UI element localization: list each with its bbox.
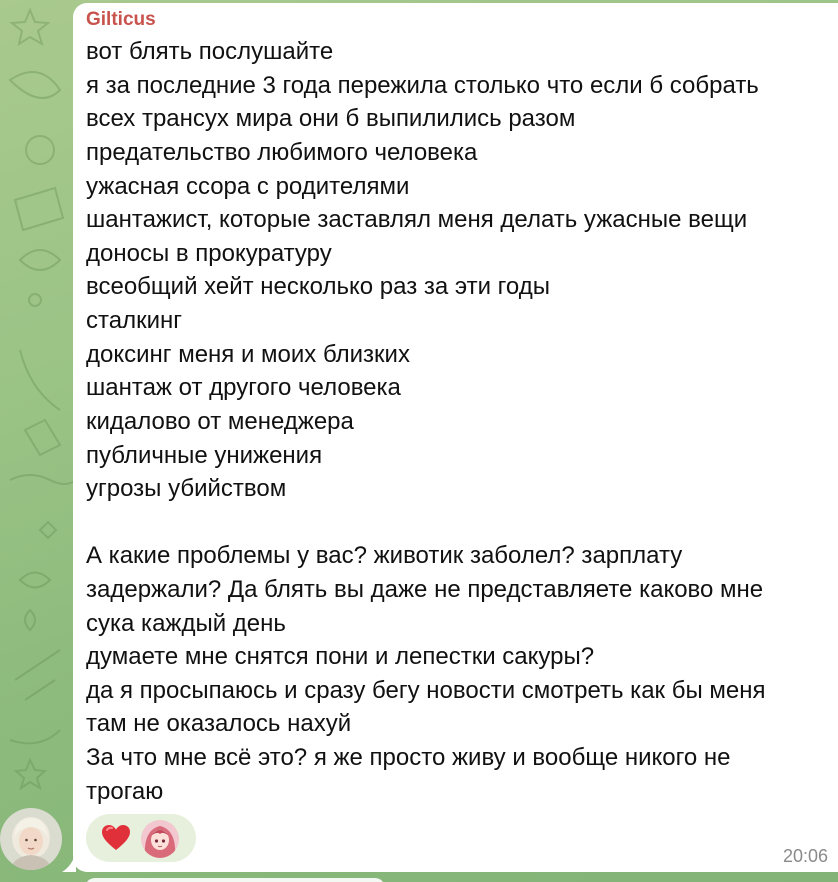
message-line: сука каждый день [86, 610, 286, 637]
message-line: доносы в прокуратуру [86, 240, 332, 267]
heart-icon[interactable] [100, 822, 132, 854]
message-line: задержали? Да блять вы даже не представляете каково мне [86, 576, 764, 603]
message-line: вот блять послушайте [86, 38, 334, 65]
message-line: всех трансух мира они б выпилились разом [86, 105, 576, 132]
sender-name[interactable]: Gilticus [86, 9, 156, 30]
message-line: думаете мне снятся пони и лепестки сакуры? [86, 643, 595, 670]
sender-avatar[interactable] [0, 808, 62, 870]
profile-photo-icon [0, 808, 62, 870]
message-time: 20:06 [782, 846, 828, 866]
message-line: я за последние 3 года пережила столько что если б собрать [86, 72, 759, 99]
message-line: А какие проблемы у вас? животик заболел? зарплату [86, 542, 683, 569]
message-line: ужасная ссора с родителями [86, 173, 410, 200]
message-line: шантажист, которые заставлял меня делать ужасные вещи [86, 206, 748, 233]
message-line: кидалово от менеджера [86, 408, 354, 435]
message-line: доксинг меня и моих близких [86, 341, 410, 368]
message-line: сталкинг [86, 307, 182, 334]
message-line: всеобщий хейт несколько раз за эти годы [86, 273, 550, 300]
message-line: там не оказалось нахуй [86, 710, 352, 737]
message-line: трогаю [86, 778, 164, 805]
message-line: За что мне всё это? я же просто живу и вообще никого не [86, 744, 731, 771]
next-message-bubble-edge [85, 878, 385, 882]
anime-avatar-icon [141, 820, 179, 858]
reaction-user-avatar[interactable] [141, 820, 179, 858]
bubble-tail [62, 852, 76, 872]
message-line: шантаж от другого человека [86, 374, 401, 401]
message-line: публичные унижения [86, 442, 323, 469]
message-line: предательство любимого человека [86, 139, 478, 166]
message-line: угрозы убийством [86, 475, 287, 502]
message-line: да я просыпаюсь и сразу бегу новости смотреть как бы меня [86, 677, 766, 704]
